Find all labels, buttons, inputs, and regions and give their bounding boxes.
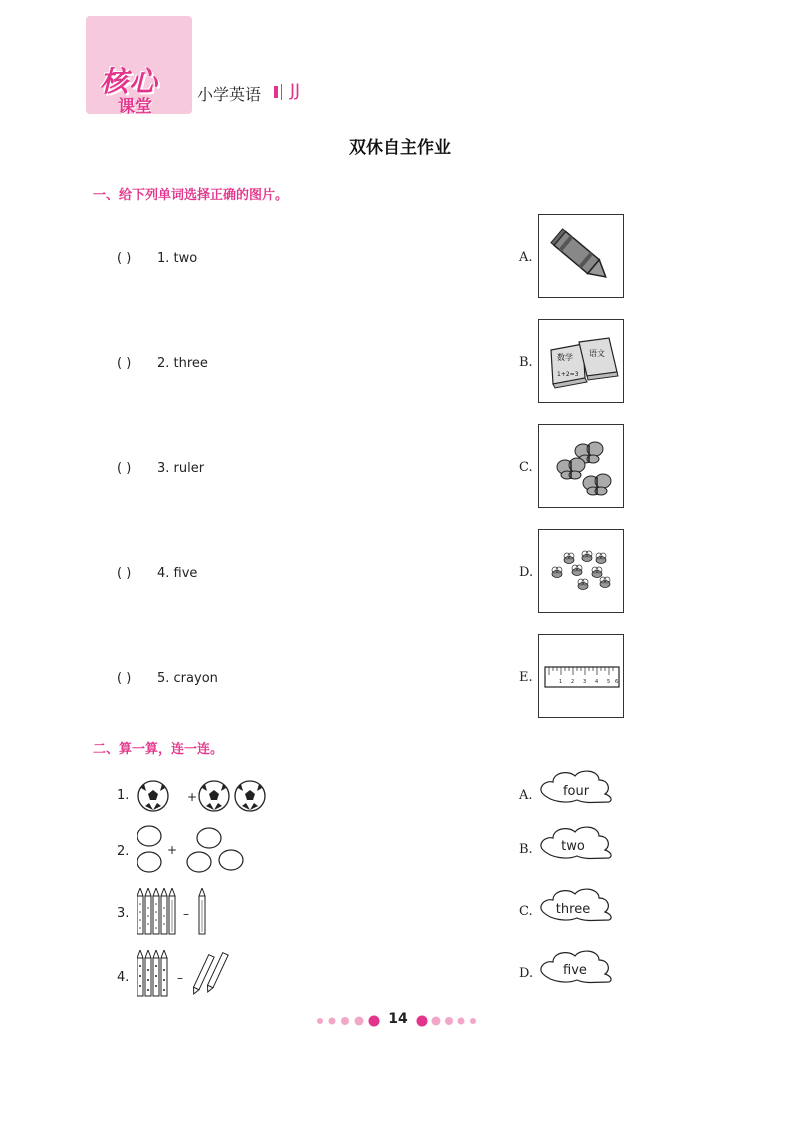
bees-icon <box>539 530 625 614</box>
answer-a-letter: A. <box>519 788 533 803</box>
eggs-icon <box>137 824 277 876</box>
answer-word-four: four <box>562 784 590 799</box>
question-item-3 <box>117 461 204 476</box>
minus-sign: – <box>183 907 189 921</box>
ruler-tick-label: 6 <box>615 679 619 685</box>
subject-separator <box>274 86 278 98</box>
plus-sign: + <box>167 843 178 857</box>
answer-d-letter: D. <box>519 966 534 981</box>
pencils-pens-icon <box>137 950 277 1000</box>
calc-problem-2 <box>117 824 277 874</box>
option-e-letter: E. <box>519 670 533 685</box>
minus-sign: – <box>177 971 183 985</box>
calc-problem-3 <box>117 888 277 938</box>
question-item-4 <box>117 566 197 581</box>
logo-main-text: 核心 <box>100 65 159 98</box>
answer-c-letter: C. <box>519 904 533 919</box>
book-math-label: 数学 <box>557 353 573 362</box>
butterflies-icon <box>539 425 625 509</box>
option-b-letter: B. <box>519 355 533 370</box>
answer-word-two: two <box>561 839 585 854</box>
option-a-letter: A. <box>519 250 533 265</box>
answer-blank[interactable]: ( ) <box>117 356 132 371</box>
subject-separator-line <box>281 84 282 100</box>
option-d-letter: D. <box>519 565 534 580</box>
answer-blank[interactable]: ( ) <box>117 251 132 266</box>
edition-label: JJ <box>290 81 301 101</box>
problem-number: 4. <box>117 970 130 985</box>
question-item-1 <box>117 251 197 266</box>
option-e-picture <box>538 634 624 718</box>
answer-b-letter: B. <box>519 842 533 857</box>
answer-word-three: three <box>555 902 591 917</box>
book-math-sub: 1+2=3 <box>557 371 579 378</box>
problem-number: 3. <box>117 906 130 921</box>
answer-blank[interactable]: ( ) <box>117 671 132 686</box>
logo-sub-text: 课堂 <box>118 97 152 117</box>
calc-problem-4 <box>117 950 277 1000</box>
answer-word-five: five <box>563 963 587 978</box>
answer-blank[interactable]: ( ) <box>117 461 132 476</box>
ruler-tick-label: 5 <box>607 679 611 685</box>
question-item-2 <box>117 356 208 371</box>
plus-sign: + <box>187 790 198 804</box>
problem-number: 2. <box>117 844 130 859</box>
option-c-letter: C. <box>519 460 533 475</box>
calc-problem-1 <box>117 776 277 826</box>
question-text: 5. crayon <box>157 671 218 686</box>
question-item-5 <box>117 671 218 686</box>
ruler-tick-label: 4 <box>595 679 599 685</box>
ruler-tick-label: 3 <box>583 679 587 685</box>
question-text: 4. five <box>157 566 198 581</box>
page-number: 14 <box>388 1011 408 1027</box>
ruler-tick-label: 2 <box>571 679 575 685</box>
section-1-heading: 一、给下列单词选择正确的图片。 <box>93 188 289 203</box>
ruler-tick-label: 1 <box>559 679 563 685</box>
ruler-icon <box>539 635 625 719</box>
crayon-icon <box>539 215 625 299</box>
section-2-heading: 二、算一算，连一连。 <box>93 742 224 757</box>
question-text: 1. two <box>157 251 198 266</box>
question-text: 2. three <box>157 356 208 371</box>
option-c-picture <box>538 424 624 508</box>
answer-blank[interactable]: ( ) <box>117 566 132 581</box>
page-title: 双休自主作业 <box>349 138 451 158</box>
book-chinese-label: 语文 <box>589 349 605 358</box>
option-a-picture <box>538 214 624 298</box>
soccer-balls-icon <box>137 776 277 816</box>
books-icon <box>539 320 625 404</box>
problem-number: 1. <box>117 788 130 803</box>
pencils-icon <box>137 888 277 938</box>
subject-label: 小学英语 <box>197 85 262 104</box>
option-b-picture <box>538 319 624 403</box>
question-text: 3. ruler <box>157 461 205 476</box>
option-d-picture <box>538 529 624 613</box>
